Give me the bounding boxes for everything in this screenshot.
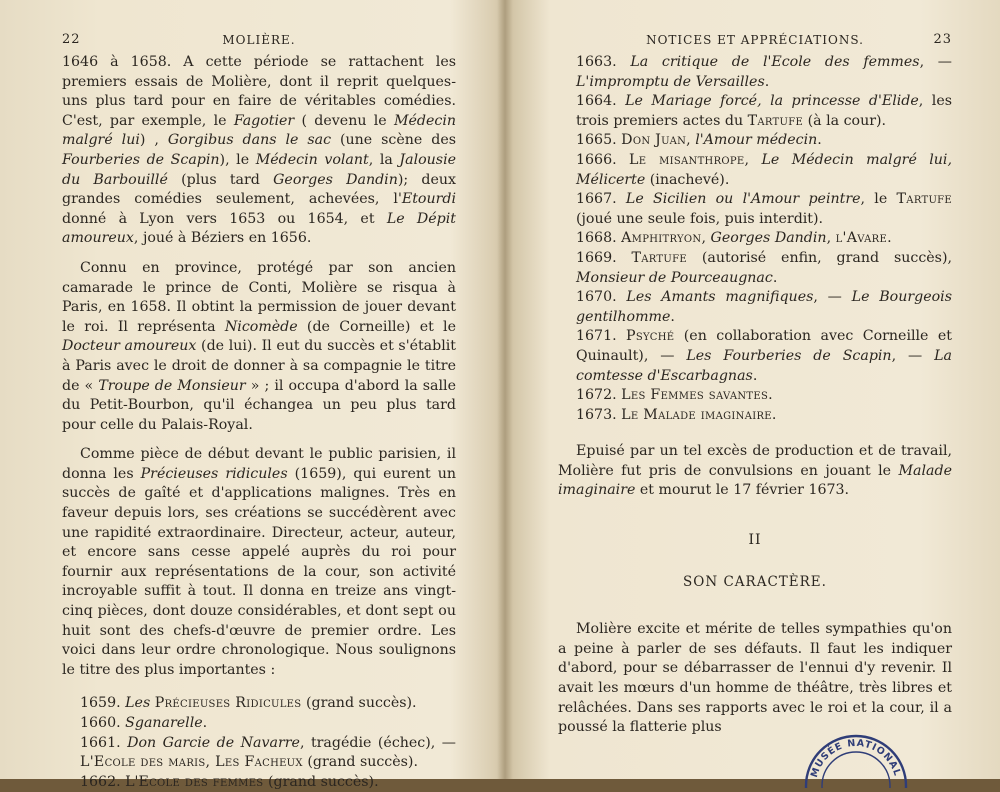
text-segment: , —	[919, 54, 952, 70]
italic-segment: Le Médecin malgré lui, Mélicerte	[576, 151, 952, 188]
svg-text:MUSÉE NATIONAL	[809, 738, 903, 779]
text-segment: 1673.	[576, 406, 622, 423]
left-running-title: MOLIÈRE.	[222, 33, 296, 47]
stamp-text: MUSÉE NATIONAL	[808, 737, 903, 779]
italic-segment: Précieuses ridicules	[140, 465, 288, 482]
text-segment: , les trois premiers actes du	[576, 93, 952, 129]
text-segment: (de Corneille) et le	[297, 318, 456, 335]
paragraph-p2	[62, 259, 456, 435]
chronology-item-l1659	[62, 694, 456, 714]
small-caps-segment: Les Femmes savantes	[621, 387, 769, 404]
chronology-item-r1667	[558, 190, 952, 229]
chronology-item-r1668	[558, 229, 952, 249]
italic-segment: Le Sicilien ou l'Amour peintre	[625, 191, 861, 208]
text-segment: (une scène des	[331, 132, 456, 149]
text-segment: .	[768, 387, 773, 404]
text-segment: .	[772, 269, 778, 286]
small-caps-segment: Psyché	[626, 328, 675, 345]
text-segment: ); deux grandes comédies seulement, achevées, l'	[62, 171, 456, 208]
text-segment: ,	[701, 230, 711, 247]
italic-segment: Malade imaginaire	[558, 462, 952, 499]
italic-segment: Sganarelle	[125, 715, 203, 731]
italic-segment: L'impromptu de Versailles	[576, 73, 765, 90]
italic-segment: Gorgibus dans le sac	[167, 132, 332, 149]
text-segment: donné à Lyon vers 1653 ou 1654, et	[62, 210, 387, 227]
text-segment: et mourut le 17 février 1673.	[635, 482, 850, 499]
small-caps-segment: l'Avare	[835, 230, 888, 247]
small-caps-segment: Le misanthrope	[629, 151, 745, 168]
text-segment: (de lui). Il eut du succès et s'établit à Paris avec le droit de donner à sa compagnie le titre de «	[62, 338, 457, 394]
italic-segment: Les Fourberies de Scapin	[686, 347, 892, 364]
small-caps-segment: L'Ecole des maris, Les Facheux	[80, 754, 303, 771]
chronology-item-l1662	[62, 773, 456, 792]
right-page-number: 23	[933, 32, 952, 47]
text-segment: (1659), qui eurent un succès de gaîté et d'applications malignes. Très en faveur depuis lors, ses créations se succédèrent avec une rapidité extraordinaire. Directeur, acteur, auteur, et encore sans cesse appelé auprès du roi pour fournir aux représentations de la cour, son activité incroyable suffit à tout. Il donna en treize ans vingt-cinq pièces, dont douze considérables, et dont sept ou huit sont des chefs-d'œuvre de premier ordre. Les voici dans leur ordre chronologique. Nous soulignons le titre des plus importantes :	[62, 465, 456, 678]
text-segment: .	[771, 406, 777, 423]
text-segment: 1661.	[80, 734, 128, 751]
section-title: SON CARACTÈRE.	[683, 573, 827, 590]
text-segment: ,	[744, 151, 762, 168]
small-caps-segment: Ecole des femmes	[138, 773, 264, 790]
italic-segment: Le Bourgeois gentilhomme	[576, 289, 952, 325]
left-page-number: 22	[62, 32, 81, 47]
closing-paragraph	[558, 442, 952, 501]
text-segment: Connu en province, protégé par son ancien camarade le prince de Conti, Molière se risqua à Paris, en 1658. Il obtint la permission de jouer devant le roi. Il représenta	[62, 259, 456, 335]
text-segment: Molière excite et mérite de telles sympathies qu'on a peine à parler de ses défauts. Il faut les indiquer d'abord, pour se débarrasser de l'ennui d'y revenir. Il avait les mœurs d'un homme de théâtre, très libres et relâchées. Dans ses rapports avec le roi et la cour, il a poussé la flatterie plus	[558, 621, 952, 736]
text-segment: .	[752, 367, 758, 384]
italic-segment: Fourberies de Scapin	[62, 151, 220, 168]
chronology-item-r1671	[558, 327, 952, 386]
text-segment: 1668.	[576, 230, 622, 247]
italic-segment: Le Mariage forcé, la princesse d'Elide	[625, 93, 919, 110]
small-caps-segment: Don Juan	[621, 132, 687, 149]
left-paragraphs	[62, 53, 456, 680]
italic-segment: La critique de l'Ecole des femmes	[630, 54, 920, 70]
text-segment: , le	[860, 191, 897, 208]
chronology-item-r1669	[558, 249, 952, 288]
italic-segment: Le Dépit amoureux	[62, 210, 456, 247]
text-segment: 1666.	[576, 151, 630, 168]
text-segment: 1664.	[576, 93, 626, 110]
text-segment: » ; il occupa d'abord la salle du Petit-Bourbon, qu'il échangea un peu plus tard pour celle du Palais-Royal.	[62, 377, 456, 433]
text-segment: (en collaboration avec Corneille et Quinault), —	[576, 328, 952, 364]
italic-segment: Médecin volant	[255, 151, 369, 168]
chronology-item-r1673	[558, 406, 952, 426]
chronology-item-r1663	[558, 53, 952, 92]
text-segment: .	[202, 715, 208, 731]
text-segment: ( devenu le	[294, 112, 394, 129]
italic-segment: Les	[125, 695, 155, 712]
chronology-item-r1670	[558, 288, 952, 327]
chronology-item-r1672	[558, 386, 952, 406]
chronology-item-r1665	[558, 131, 952, 151]
text-segment: 1659.	[80, 695, 126, 712]
stamp-seal-icon	[798, 728, 914, 788]
library-stamp	[798, 728, 914, 788]
right-running-title: NOTICES ET APPRÉCIATIONS.	[646, 33, 864, 47]
text-segment: , tragédie (échec), —	[299, 734, 456, 751]
italic-segment: Docteur amoureux	[62, 338, 197, 355]
text-segment: (grand succès).	[263, 773, 379, 790]
text-segment: 1665.	[576, 132, 622, 149]
section-paragraph	[558, 620, 952, 738]
small-caps-segment: Tartufe	[631, 249, 687, 266]
italic-segment: Troupe de Monsieur	[98, 377, 246, 394]
text-segment: ,	[686, 132, 696, 149]
left-page-text	[62, 53, 456, 792]
text-segment: ), le	[219, 151, 256, 168]
text-segment: 1667.	[576, 191, 626, 208]
text-segment: ,	[826, 230, 836, 247]
chronology-item-r1664	[558, 92, 952, 131]
right-page	[510, 0, 1000, 779]
text-segment: 1663.	[576, 54, 631, 70]
chronology-item-r1666	[558, 151, 952, 190]
text-segment: (grand succès).	[301, 695, 417, 712]
text-segment: Epuisé par un tel excès de production et de travail, Molière fut pris de convulsions en jouant le	[558, 443, 952, 479]
text-segment: Comme pièce de début devant le public parisien, il donna les	[62, 446, 456, 482]
paragraph-p3	[62, 445, 456, 680]
text-segment: (grand succès).	[302, 754, 418, 771]
italic-segment: Don Garcie de Navarre	[127, 734, 300, 751]
small-caps-segment: Amphitryon	[621, 230, 702, 247]
text-segment: 1669.	[576, 249, 632, 266]
text-segment: , —	[813, 289, 852, 306]
right-chronology-list	[558, 53, 952, 425]
text-segment: ) ,	[139, 132, 168, 149]
text-segment: , joué à Béziers en 1656.	[133, 230, 312, 247]
text-segment: 1671.	[576, 328, 627, 345]
italic-segment: Georges Dandin	[273, 171, 398, 188]
text-segment: (inachevé).	[645, 171, 730, 188]
italic-segment: Nicomède	[224, 318, 298, 335]
text-segment: 1646 à 1658. A cette période se rattachent les premiers essais de Molière, dont il reprit quelques-uns plus tard pour en faire de véritables comédies. C'est, par exemple, le	[62, 54, 456, 129]
italic-segment: Etourdi	[401, 191, 456, 208]
text-segment: 1660.	[80, 715, 126, 731]
italic-segment: Georges Dandin	[710, 230, 827, 247]
text-segment: .	[817, 132, 822, 149]
small-caps-segment: Tartufe	[896, 191, 953, 208]
small-caps-segment: Précieuses Ridicules	[154, 695, 302, 712]
paragraph-p1	[62, 53, 456, 249]
italic-segment: La comtesse d'Escarbagnas	[576, 347, 953, 384]
text-segment: 1670.	[576, 289, 627, 306]
chronology-item-l1660	[62, 714, 456, 734]
italic-segment: Monsieur de Pourceaugnac	[576, 269, 773, 286]
text-segment: (autorisé enfin, grand succès),	[686, 249, 952, 266]
text-segment: .	[670, 308, 675, 325]
italic-segment: Fagotier	[233, 112, 295, 129]
text-segment: 1672.	[576, 387, 622, 404]
italic-segment: l'Amour médecin	[695, 132, 818, 149]
left-page	[0, 0, 500, 790]
small-caps-segment: Le Malade imaginaire	[621, 406, 772, 423]
italic-segment: Médecin malgré lui	[62, 112, 456, 149]
chronology-item-l1661	[62, 734, 456, 773]
italic-segment: Les Amants magnifiques	[626, 289, 814, 306]
text-segment: (joué une seule fois, puis interdit).	[576, 210, 824, 227]
text-segment: 1662. L'	[80, 773, 139, 790]
italic-segment: Jalousie du Barbouillé	[62, 151, 456, 188]
section-number: II	[748, 532, 762, 549]
text-segment: , la	[368, 151, 400, 168]
text-segment: (plus tard	[167, 171, 274, 188]
left-chronology-list	[62, 694, 456, 792]
right-page-text	[558, 53, 952, 748]
text-segment: .	[764, 73, 770, 90]
text-segment: .	[887, 230, 892, 247]
text-segment: , —	[891, 347, 935, 364]
text-segment: (à la cour).	[803, 112, 887, 129]
small-caps-segment: Tartufe	[747, 112, 804, 129]
